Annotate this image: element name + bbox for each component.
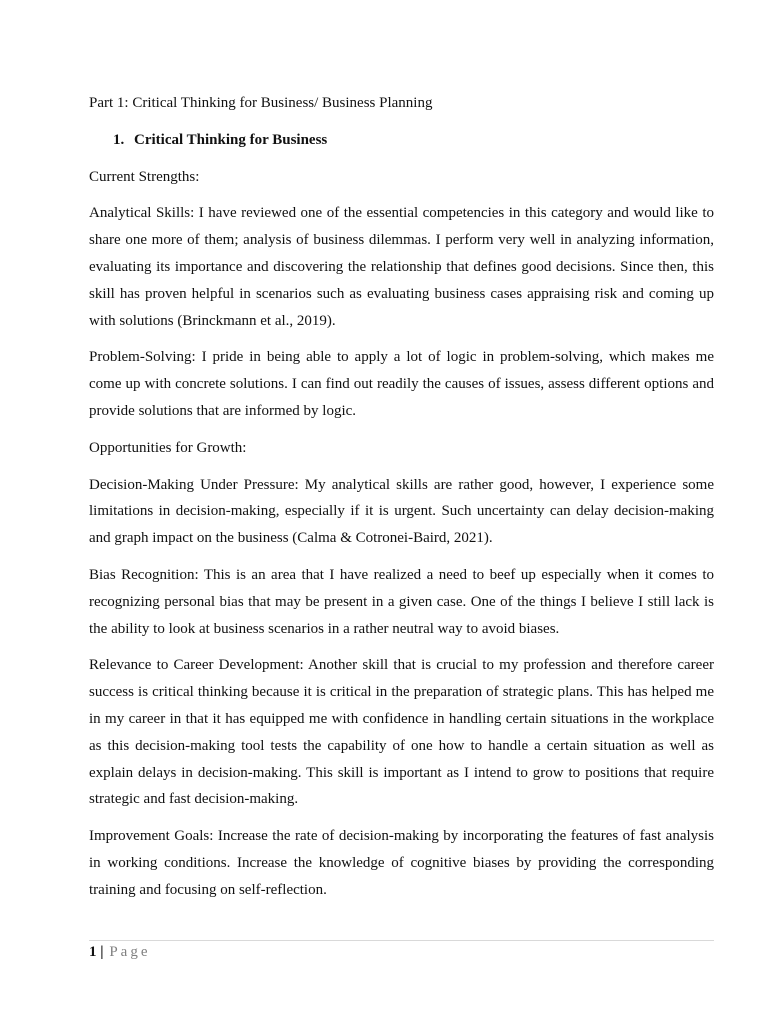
analytical-skills-paragraph: Analytical Skills: I have reviewed one of the essential competencies in this category and would like to share one more of them; analysis of business dilemmas. I perform very well in analyzing information, evaluating its importance and discovering the relationship that defines good decisions. Since then, this skill has proven helpful in scenarios such as evaluating business cases appraising risk and coming up with solutions (Brinckmann et al., 2019). <box>89 205 714 329</box>
page-footer <box>89 940 714 961</box>
document-body <box>89 90 714 914</box>
improvement-goals-paragraph: Improvement Goals: Increase the rate of decision-making by incorporating the features of fast analysis in working conditions. Increase the knowledge of cognitive biases by providing the corresponding training and focusing on self-reflection. <box>89 828 714 898</box>
career-relevance-paragraph: Relevance to Career Development: Another skill that is crucial to my profession and therefore career success is critical thinking because it is critical in the preparation of strategic plans. This has helped me in my career in that it has equipped me with confidence in handling certain situations in the workplace as this decision-making tool tests the capability of one how to handle a certain situation as well as explain delays in decision-making. This skill is important as I intend to grow to positions that require strategic and fast decision-making. <box>89 657 714 808</box>
footer-separator: | <box>100 944 104 960</box>
section-heading <box>89 127 714 154</box>
decision-making-paragraph: Decision-Making Under Pressure: My analytical skills are rather good, however, I experience some limitations in decision-making, especially if it is urgent. Such uncertainty can delay decision-making and graph impact on the business (Calma & Cotronei-Baird, 2021). <box>89 476 714 547</box>
bias-recognition-paragraph: Bias Recognition: This is an area that I have realized a need to beef up especially when it comes to recognizing personal bias that may be present in a given case. One of the things I believe I still lack is the ability to look at business scenarios in a rather neutral way to avoid biases. <box>89 566 714 637</box>
part-title: Part 1: Critical Thinking for Business/ Business Planning <box>89 95 433 111</box>
page-number: 1 <box>89 944 97 960</box>
problem-solving-paragraph: Problem-Solving: I pride in being able to apply a lot of logic in problem-solving, which makes me come up with concrete solutions. I can find out readily the causes of issues, assess different options and provide solutions that are informed by logic. <box>89 349 714 419</box>
opportunities-label: Opportunities for Growth: <box>89 439 247 456</box>
section-title: Critical Thinking for Business <box>134 131 328 148</box>
current-strengths-label: Current Strengths: <box>89 168 200 185</box>
section-number: 1. <box>113 131 125 148</box>
page-label: Page <box>109 944 151 960</box>
